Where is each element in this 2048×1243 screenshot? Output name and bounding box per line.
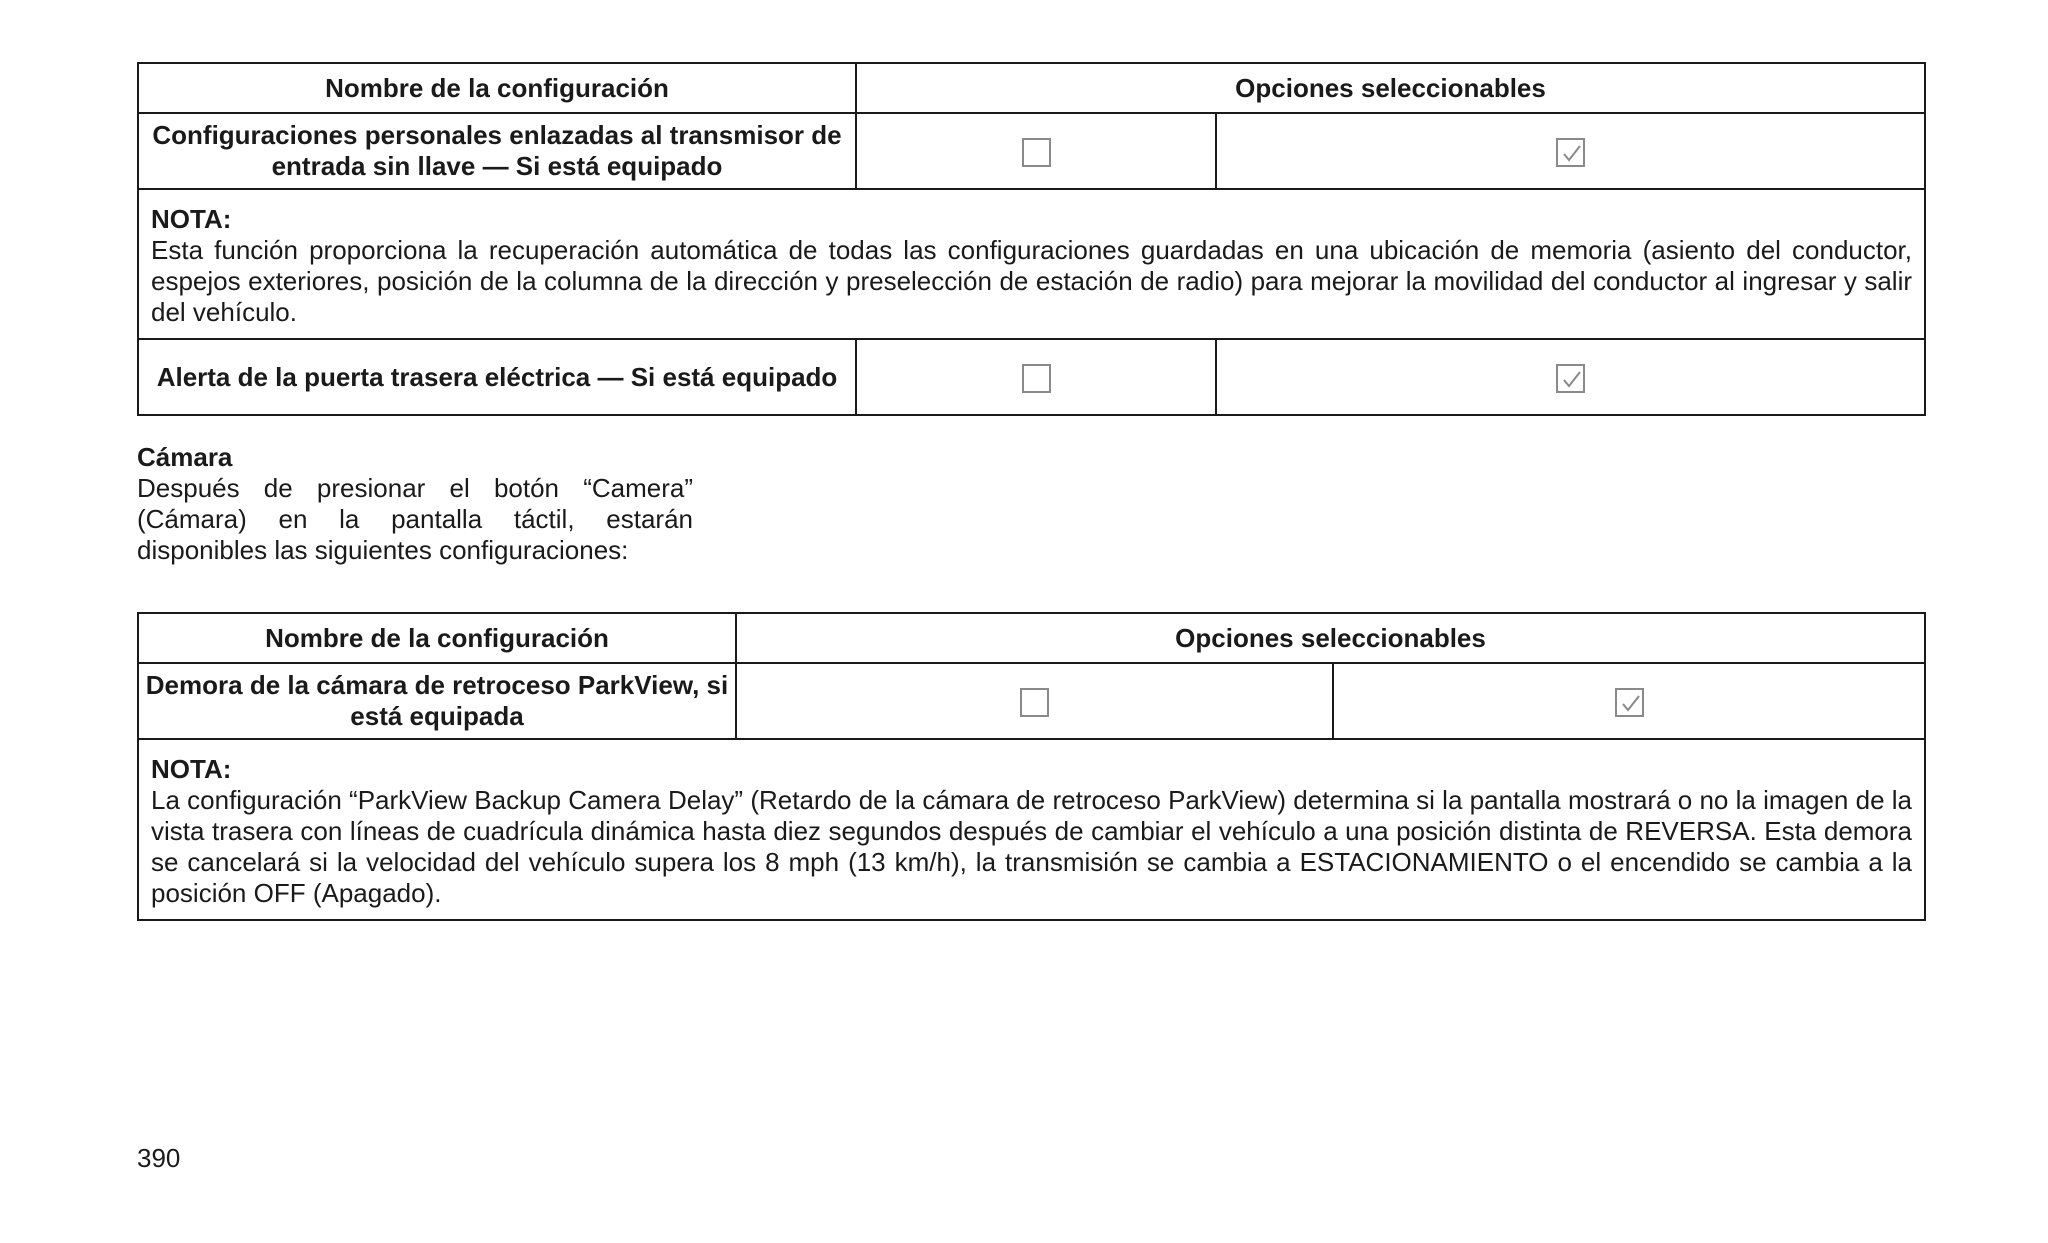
setting-name-parkview-delay: Demora de la cámara de retroceso ParkView, si está equipada xyxy=(138,663,736,739)
section-description: Después de presionar el botón “Camera” (Cámara) en la pantalla táctil, estarán disponibles las siguientes configuraciones: xyxy=(137,473,693,565)
note-label: NOTA: xyxy=(151,754,232,784)
option-cell xyxy=(856,339,1216,415)
settings-table-camera xyxy=(137,612,1926,921)
note-label: NOTA: xyxy=(151,204,232,234)
table-row xyxy=(138,663,1925,739)
table-row xyxy=(138,113,1925,189)
note-text: La configuración “ParkView Backup Camera Delay” (Retardo de la cámara de retroceso ParkView) determina si la pantalla mostrará o no la imagen de la vista trasera con líneas de cuadrícula dinámica hasta diez segundos después de cambiar el vehículo a una posición distinta de REVERSA. Esta demora se cancelará si la velocidad del vehículo supera los 8 mph (13 km/h), la transmisión se cambia a ESTACIONAMIENTO o el encendido se cambia a la posición OFF (Apagado). xyxy=(151,785,1913,908)
option-cell xyxy=(1333,663,1925,739)
note-cell xyxy=(138,189,1925,339)
note-row xyxy=(138,739,1925,920)
option-cell xyxy=(1216,113,1925,189)
note-text: Esta función proporciona la recuperación automática de todas las configuraciones guardadas en una ubicación de memoria (asiento del conductor, espejos exteriores, posición de la columna de la dirección y preselección de estación de radio) para mejorar la movilidad del conductor al ingresar y salir del vehículo. xyxy=(151,235,1913,327)
option-cell xyxy=(856,113,1216,189)
checked-checkbox-icon xyxy=(1556,138,1585,167)
header-setting-name: Nombre de la configuración xyxy=(138,613,736,663)
header-setting-name: Nombre de la configuración xyxy=(138,63,856,113)
checked-checkbox-icon xyxy=(1556,364,1585,393)
header-selectable-options: Opciones seleccionables xyxy=(736,613,1925,663)
header-selectable-options: Opciones seleccionables xyxy=(856,63,1925,113)
table-row xyxy=(138,339,1925,415)
setting-name-personal-settings: Configuraciones personales enlazadas al transmisor de entrada sin llave — Si está equipado xyxy=(138,113,856,189)
checked-checkbox-icon xyxy=(1615,688,1644,717)
option-cell xyxy=(1216,339,1925,415)
table-header-row xyxy=(138,63,1925,113)
page-number: 390 xyxy=(137,1143,181,1173)
setting-name-power-liftgate-alert: Alerta de la puerta trasera eléctrica — Si está equipado xyxy=(138,339,856,415)
section-title-camera: Cámara xyxy=(137,442,233,472)
empty-checkbox-icon xyxy=(1022,138,1051,167)
empty-checkbox-icon xyxy=(1020,688,1049,717)
empty-checkbox-icon xyxy=(1022,364,1051,393)
camera-section xyxy=(137,442,693,566)
table-header-row xyxy=(138,613,1925,663)
option-cell xyxy=(736,663,1333,739)
settings-table-personal xyxy=(137,62,1926,416)
note-row xyxy=(138,189,1925,339)
note-cell xyxy=(138,739,1925,920)
